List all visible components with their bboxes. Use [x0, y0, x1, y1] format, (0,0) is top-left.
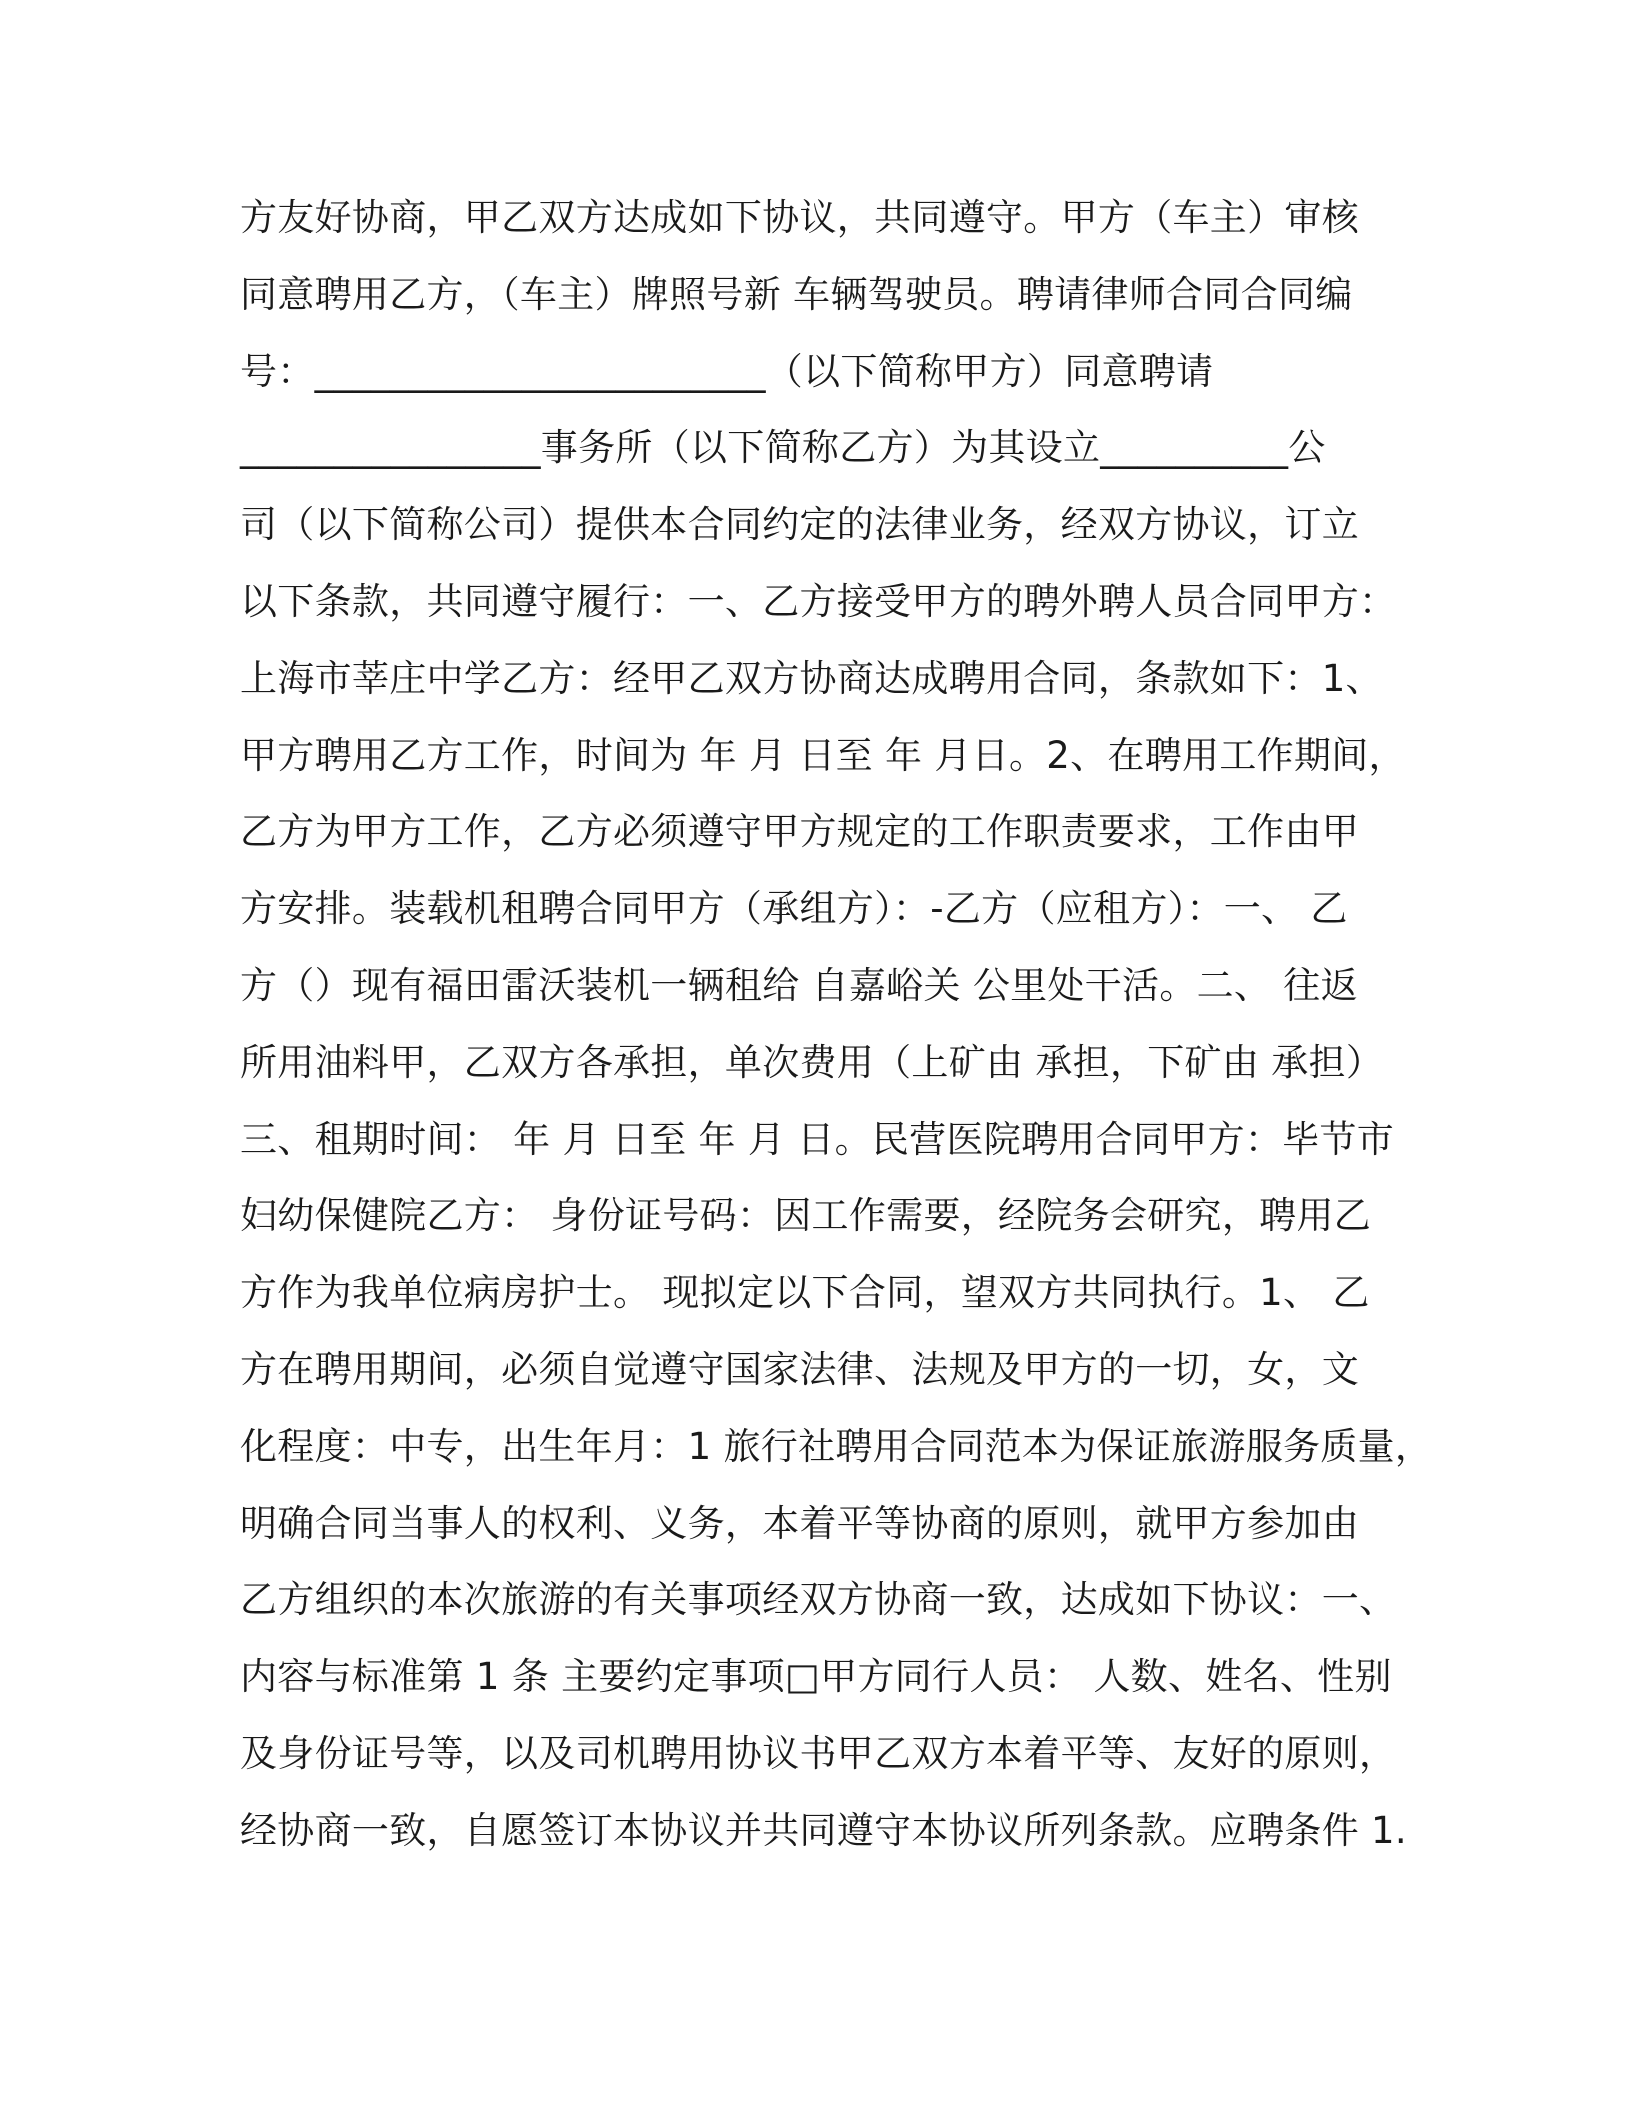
text-line: 及身份证号等，以及司机聘用协议书甲乙双方本着平等、友好的原则， [240, 1731, 1397, 1775]
text-line: 方安排。装载机租聘合同甲方（承组方）：-乙方（应租方）：一、 乙 [240, 887, 1348, 931]
text-line: 方作为我单位病房护士。 现拟定以下合同，望双方共同执行。1、 乙 [240, 1271, 1370, 1315]
text-line: 三、租期时间： 年 月 日至 年 月 日。民营医院聘用合同甲方：毕节市 [240, 1117, 1395, 1161]
text-line: 化程度：中专，出生年月：1 旅行社聘用合同范本为保证旅游服务质量， [240, 1424, 1433, 1468]
text-line: 经协商一致，自愿签订本协议并共同遵守本协议所列条款。应聘条件 1. [240, 1808, 1407, 1852]
text-line: 内容与标准第 1 条 主要约定事项□甲方同行人员： 人数、姓名、性别 [240, 1655, 1392, 1699]
text-line: 方友好协商，甲乙双方达成如下协议，共同遵守。甲方（车主）审核 [240, 196, 1359, 239]
text-line: 甲方聘用乙方工作，时间为 年 月 日至 年 月日。2、在聘用工作期间， [240, 733, 1406, 777]
text-line: 号：________________________（以下简称甲方）同意聘请 [240, 349, 1214, 393]
text-line: 同意聘用乙方，（车主）牌照号新 车辆驾驶员。聘请律师合同合同编 [240, 272, 1353, 316]
text-line: 乙方组织的本次旅游的有关事项经双方协商一致，达成如下协议：一、 [240, 1578, 1397, 1622]
text-line: 妇幼保健院乙方： 身份证号码：因工作需要，经院务会研究，聘用乙 [240, 1194, 1372, 1238]
body-text [240, 180, 1433, 1870]
text-line: 方在聘用期间，必须自觉遵守国家法律、法规及甲方的一切，女，文 [240, 1347, 1359, 1391]
text-line: 上海市莘庄中学乙方：经甲乙双方协商达成聘用合同，条款如下：1、 [240, 656, 1383, 700]
text-line: 以下条款，共同遵守履行：一、乙方接受甲方的聘外聘人员合同甲方： [240, 579, 1397, 623]
text-line: 乙方为甲方工作，乙方必须遵守甲方规定的工作职责要求，工作由甲 [240, 810, 1359, 854]
text-line: 明确合同当事人的权利、义务，本着平等协商的原则，就甲方参加由 [240, 1501, 1359, 1545]
text-line: ________________事务所（以下简称乙方）为其设立__________公 [240, 426, 1326, 470]
text-line: 方（）现有福田雷沃装机一辆租给 自嘉峪关 公里处干活。二、 往返 [240, 963, 1358, 1007]
text-line: 所用油料甲，乙双方各承担，单次费用（上矿由 承担，下矿由 承担） [240, 1040, 1384, 1084]
text-line: 司（以下简称公司）提供本合同约定的法律业务，经双方协议，订立 [240, 503, 1359, 547]
